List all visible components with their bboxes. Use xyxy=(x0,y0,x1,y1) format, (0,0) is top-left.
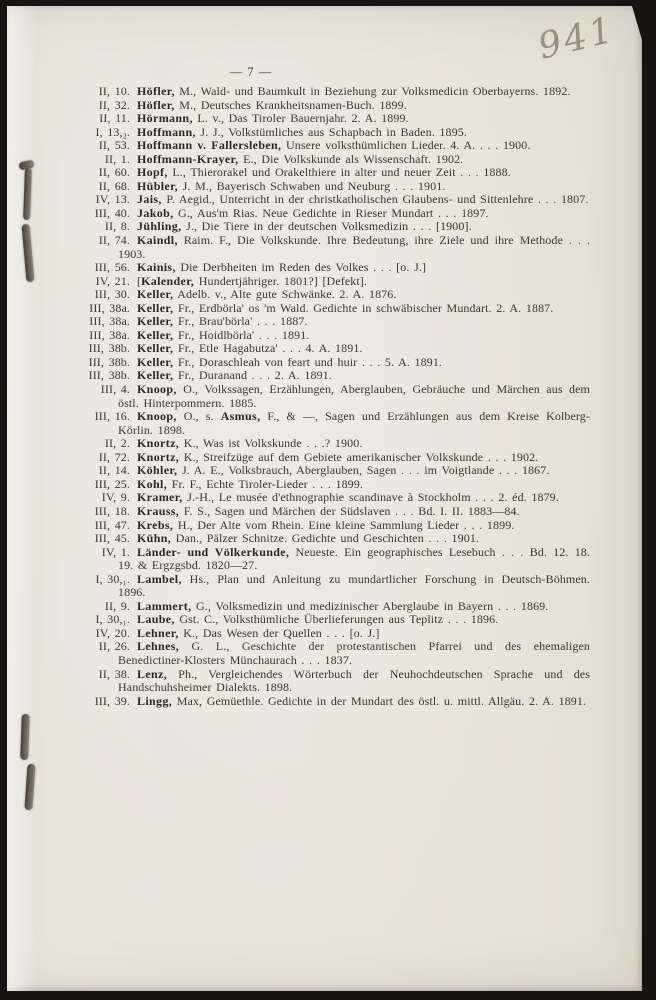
page-number: — 7 — xyxy=(229,65,273,79)
entry-text: Die Derbheiten im Reden des Volkes . . . [o. J.] xyxy=(175,260,427,275)
bibliography-entry xyxy=(78,573,590,600)
bibliography-entry xyxy=(78,613,590,627)
entry-text: G., Volksmedizin und medizinischer Aberglaube in Bayern . . . 1869. xyxy=(191,598,549,613)
bibliography-entry xyxy=(78,505,590,519)
entry-text: Adelb. v., Alte gute Schwänke. 2. A. 1876. xyxy=(173,287,397,302)
entry-ref: I, 30,₁. xyxy=(95,571,130,586)
entry-author: Keller, xyxy=(137,314,174,329)
entry-text: M., Deutsches Krankheitsnamen-Buch. 1899. xyxy=(174,97,407,112)
entry-text: Fr. F., Echte Tiroler-Lieder . . . 1899. xyxy=(167,476,363,491)
entry-author: Keller, xyxy=(137,287,174,302)
entry-ref: I, 30,₁. xyxy=(95,612,130,627)
entry-author: Kramer, xyxy=(137,490,183,505)
entry-text: O., Volkssagen, Erzählungen, Aberglauben, Gebräuche und Märchen aus dem östl. Hinterpommern. 1885. xyxy=(118,382,590,410)
entry-ref: II, 26. xyxy=(98,639,130,654)
entry-text: Fr., Etle Hagabutza' . . . 4. A. 1891. xyxy=(173,341,363,356)
entry-author: Knoop, xyxy=(137,382,177,397)
bibliography-entry xyxy=(78,99,590,113)
entry-text: O., s. xyxy=(176,409,221,424)
entry-ref: III, 47. xyxy=(94,517,130,532)
entry-author: Keller, xyxy=(137,300,174,315)
entry-author: Lehnes, xyxy=(137,639,180,654)
entry-author: Hoffmann, xyxy=(137,124,196,139)
handwritten-page-note: 941 xyxy=(534,9,620,68)
entry-text: Fr., Erdbörla' os 'm Wald. Gedichte in schwäbischer Mundart. 2. A. 1887. xyxy=(173,300,554,315)
bibliography-entry xyxy=(78,695,590,709)
entry-text: L., Thierorakel und Orakelthiere in alter und neuer Zeit . . . 1888. xyxy=(167,165,511,180)
entry-text: M., Wald- und Baumkult in Beziehung zur Volksmedicin Oberbayerns. 1892. xyxy=(174,84,571,98)
entry-author: Höfler, xyxy=(137,84,175,98)
bibliography-entry xyxy=(78,437,590,451)
bibliography-entry xyxy=(78,234,590,261)
entry-author: Knortz, xyxy=(137,436,180,451)
bibliography-entry xyxy=(78,261,590,275)
bibliography-entry xyxy=(78,180,590,194)
bibliography-entry xyxy=(78,126,590,140)
entry-text: [ xyxy=(137,273,142,288)
entry-ref: IV, 9. xyxy=(101,490,130,505)
entry-author: Lammert, xyxy=(137,598,192,613)
entry-ref: II, 32. xyxy=(98,97,130,112)
entry-ref: II, 74. xyxy=(98,233,130,248)
bibliography-entry xyxy=(78,329,590,343)
entry-author: Laube, xyxy=(137,612,175,627)
entry-author: Kaindl, xyxy=(137,233,178,248)
entry-text: K., Was ist Volkskunde . . .? 1900. xyxy=(179,436,363,451)
bibliography-entry xyxy=(78,451,590,465)
entry-text: G., Aus'm Rias. Neue Gedichte in Rieser Mundart . . . 1897. xyxy=(173,205,489,220)
bibliography-entry xyxy=(78,220,590,234)
entry-text: Hundertjähriger. 1801?] [Defekt]. xyxy=(194,273,367,288)
bibliography-entry xyxy=(78,546,590,573)
bibliography-entry xyxy=(78,464,590,478)
page-gutter-highlight xyxy=(7,6,37,991)
entry-ref: II, 68. xyxy=(98,178,130,193)
entry-author: Kainis, xyxy=(137,260,176,275)
entry-author: Jais, xyxy=(137,192,162,207)
entry-author: Lambel, xyxy=(137,571,182,586)
entry-author: Hübler, xyxy=(137,178,179,193)
entry-ref: III, 38b. xyxy=(88,368,130,383)
entry-ref: III, 38a. xyxy=(89,314,130,329)
bibliography-entry xyxy=(78,112,590,126)
entry-author: Asmus, xyxy=(220,409,261,424)
bibliography-entry xyxy=(78,288,590,302)
entry-text: J., Die Tiere in der deutschen Volksmedizin . . . [1900]. xyxy=(181,219,472,234)
entry-ref: III, 4. xyxy=(100,382,130,397)
entry-author: Knoop, xyxy=(137,409,177,424)
entry-ref: III, 38b. xyxy=(88,354,130,369)
entry-ref: II, 53. xyxy=(98,138,130,153)
entry-author: Kalender, xyxy=(141,273,195,288)
bibliography-entry xyxy=(78,668,590,695)
entry-ref: IV, 13. xyxy=(95,192,130,207)
entry-author: Krebs, xyxy=(137,517,174,532)
entry-author: Kühn, xyxy=(137,531,172,546)
bibliography-entry xyxy=(78,519,590,533)
bibliography-entry xyxy=(78,478,590,492)
bibliography-list xyxy=(78,85,590,708)
entry-author: Lenz, xyxy=(137,666,168,681)
entry-author: Jühling, xyxy=(137,219,182,234)
entry-author: Lehner, xyxy=(137,625,179,640)
entry-author: Kohl, xyxy=(137,476,168,491)
bibliography-entry xyxy=(78,491,590,505)
entry-ref: II, 11. xyxy=(99,111,130,126)
entry-text: J.-H., Le musée d'ethnographie scandinave à Stockholm . . . 2. éd. 1879. xyxy=(182,490,559,505)
binding-thread-mark xyxy=(20,714,30,760)
entry-text: Ph., Vergleichendes Wörterbuch der Neuhochdeutschen Sprache und des Handschuhsheimer Dialekts. 1898. xyxy=(118,666,590,695)
entry-author: Köhler, xyxy=(137,463,178,478)
entry-ref: II, 9. xyxy=(104,598,130,613)
entry-ref: IV, 20. xyxy=(95,625,130,640)
entry-text: Dan., Pälzer Schnitze. Gedichte und Geschichten . . . 1901. xyxy=(171,531,480,546)
entry-text: J. A. E., Volksbrauch, Aberglauben, Sagen . . . im Voigtlande . . . 1867. xyxy=(177,463,550,478)
bibliography-entry xyxy=(78,627,590,641)
entry-text: P. Aegid., Unterricht in der christkatholischen Glaubens- und Sittenlehre . . . 1807. xyxy=(161,192,589,207)
entry-text: F., & —, Sagen und Erzählungen aus dem Kreise Kolberg-Körlin. 1898. xyxy=(118,409,590,437)
entry-ref: III, 16. xyxy=(94,409,130,424)
entry-ref: II, 38. xyxy=(98,666,130,681)
entry-ref: II, 72. xyxy=(98,449,130,464)
bibliography-entry xyxy=(78,600,590,614)
bibliography-entry xyxy=(78,410,590,437)
entry-text: G. L., Geschichte der protestantischen Pfarrei und des ehemaligen Benedictiner-Klosters Münchaurach . . . 1837. xyxy=(118,639,590,667)
bibliography-entry xyxy=(78,85,590,99)
bibliography-entry xyxy=(78,315,590,329)
entry-text: Neueste. Ein geographisches Lesebuch . . . Bd. 12. 18. 19. & Ergzgsbd. 1820—27. xyxy=(118,544,590,573)
entry-text: Fr., Hoidlbörla' . . . 1891. xyxy=(173,327,310,342)
bibliography-entry xyxy=(78,207,590,221)
entry-author: Lingg, xyxy=(137,693,173,708)
entry-author: Höfler, xyxy=(137,97,175,112)
entry-ref: II, 60. xyxy=(98,165,130,180)
bibliography-entry xyxy=(78,166,590,180)
entry-author: Keller, xyxy=(137,341,174,356)
entry-text: Gst. C., Volksthümliche Überlieferungen aus Teplitz . . . 1896. xyxy=(174,612,499,627)
bibliography-entry xyxy=(78,153,590,167)
entry-text: Fr., Brau'börla' . . . 1887. xyxy=(173,314,308,329)
entry-text: Unsere volksthümlichen Lieder. 4. A. . . . 1900. xyxy=(281,138,531,153)
entry-author: Jakob, xyxy=(137,205,174,220)
entry-text: E., Die Volkskunde als Wissenschaft. 1902. xyxy=(238,151,464,166)
bibliography-entry xyxy=(78,640,590,667)
bibliography-entry xyxy=(78,356,590,370)
entry-author: Krauss, xyxy=(137,503,180,518)
page-corner-cut xyxy=(632,6,642,40)
entry-author: Länder- und Völkerkunde, xyxy=(137,544,290,559)
entry-ref: III, 45. xyxy=(94,531,130,546)
entry-text: K., Das Wesen der Quellen . . . [o. J.] xyxy=(178,625,380,640)
entry-text: Raim. F., Die Volkskunde. Ihre Bedeutung, ihre Ziele und ihre Methode . . . 1903. xyxy=(118,233,590,261)
entry-ref: I, 13,₂. xyxy=(95,124,130,139)
entry-ref: III, 18. xyxy=(94,503,130,518)
bibliography-entry xyxy=(78,532,590,546)
entry-ref: III, 38a. xyxy=(89,300,130,315)
bibliography-entry xyxy=(78,139,590,153)
entry-ref: III, 30. xyxy=(94,287,130,302)
entry-ref: IV, 21. xyxy=(95,273,130,288)
entry-ref: II, 10. xyxy=(98,84,130,98)
entry-ref: III, 56. xyxy=(94,260,130,275)
entry-author: Hörmann, xyxy=(137,111,193,126)
bibliography-entry xyxy=(78,275,590,289)
entry-text: Fr., Doraschleah von feart und huir . . . 5. A. 1891. xyxy=(173,354,443,369)
entry-author: Keller, xyxy=(137,327,174,342)
entry-ref: II, 8. xyxy=(104,219,130,234)
entry-author: Knortz, xyxy=(137,449,180,464)
entry-text: Max, Gemüethle. Gedichte in der Mundart des östl. u. mittl. Allgäu. 2. A. 1891. xyxy=(172,693,587,708)
entry-text: J. M., Bayerisch Schwaben und Neuburg . . . 1901. xyxy=(178,178,446,193)
bibliography-entry xyxy=(78,383,590,410)
entry-author: Keller, xyxy=(137,354,174,369)
entry-text: F. S., Sagen und Märchen der Südslaven . . . Bd. I. II. 1883—84. xyxy=(179,503,520,518)
entry-text: Hs., Plan und Anleitung zu mundartlicher Forschung in Deutsch-Böhmen. 1896. xyxy=(118,571,590,600)
entry-text: J. J., Volkstümliches aus Schapbach in Baden. 1895. xyxy=(195,124,467,139)
bibliography-entry xyxy=(78,302,590,316)
entry-ref: IV, 1. xyxy=(101,544,130,559)
entry-text: K., Streifzüge auf dem Gebiete amerikanischer Volkskunde . . . 1902. xyxy=(179,449,539,464)
entry-text: Fr., Duranand . . . 2. A. 1891. xyxy=(173,368,332,383)
entry-author: Hopf, xyxy=(137,165,168,180)
entry-ref: III, 25. xyxy=(94,476,130,491)
entry-text: L. v., Das Tiroler Bauernjahr. 2. A. 1899. xyxy=(192,111,409,126)
bibliography-entry xyxy=(78,369,590,383)
bibliography-entry xyxy=(78,193,590,207)
entry-ref: II, 14. xyxy=(98,463,130,478)
entry-author: Keller, xyxy=(137,368,174,383)
entry-ref: III, 38a. xyxy=(89,327,130,342)
entry-author: Hoffmann v. Fallersleben, xyxy=(137,138,282,153)
entry-ref: II, 1. xyxy=(104,151,130,166)
entry-ref: III, 38b. xyxy=(88,341,130,356)
bibliography-entry xyxy=(78,342,590,356)
entry-ref: III, 39. xyxy=(94,693,130,708)
entry-text: H., Der Alte vom Rhein. Eine kleine Sammlung Lieder . . . 1899. xyxy=(173,517,515,532)
entry-author: Hoffmann-Krayer, xyxy=(137,151,239,166)
entry-ref: II, 2. xyxy=(104,436,130,451)
entry-ref: III, 40. xyxy=(94,205,130,220)
